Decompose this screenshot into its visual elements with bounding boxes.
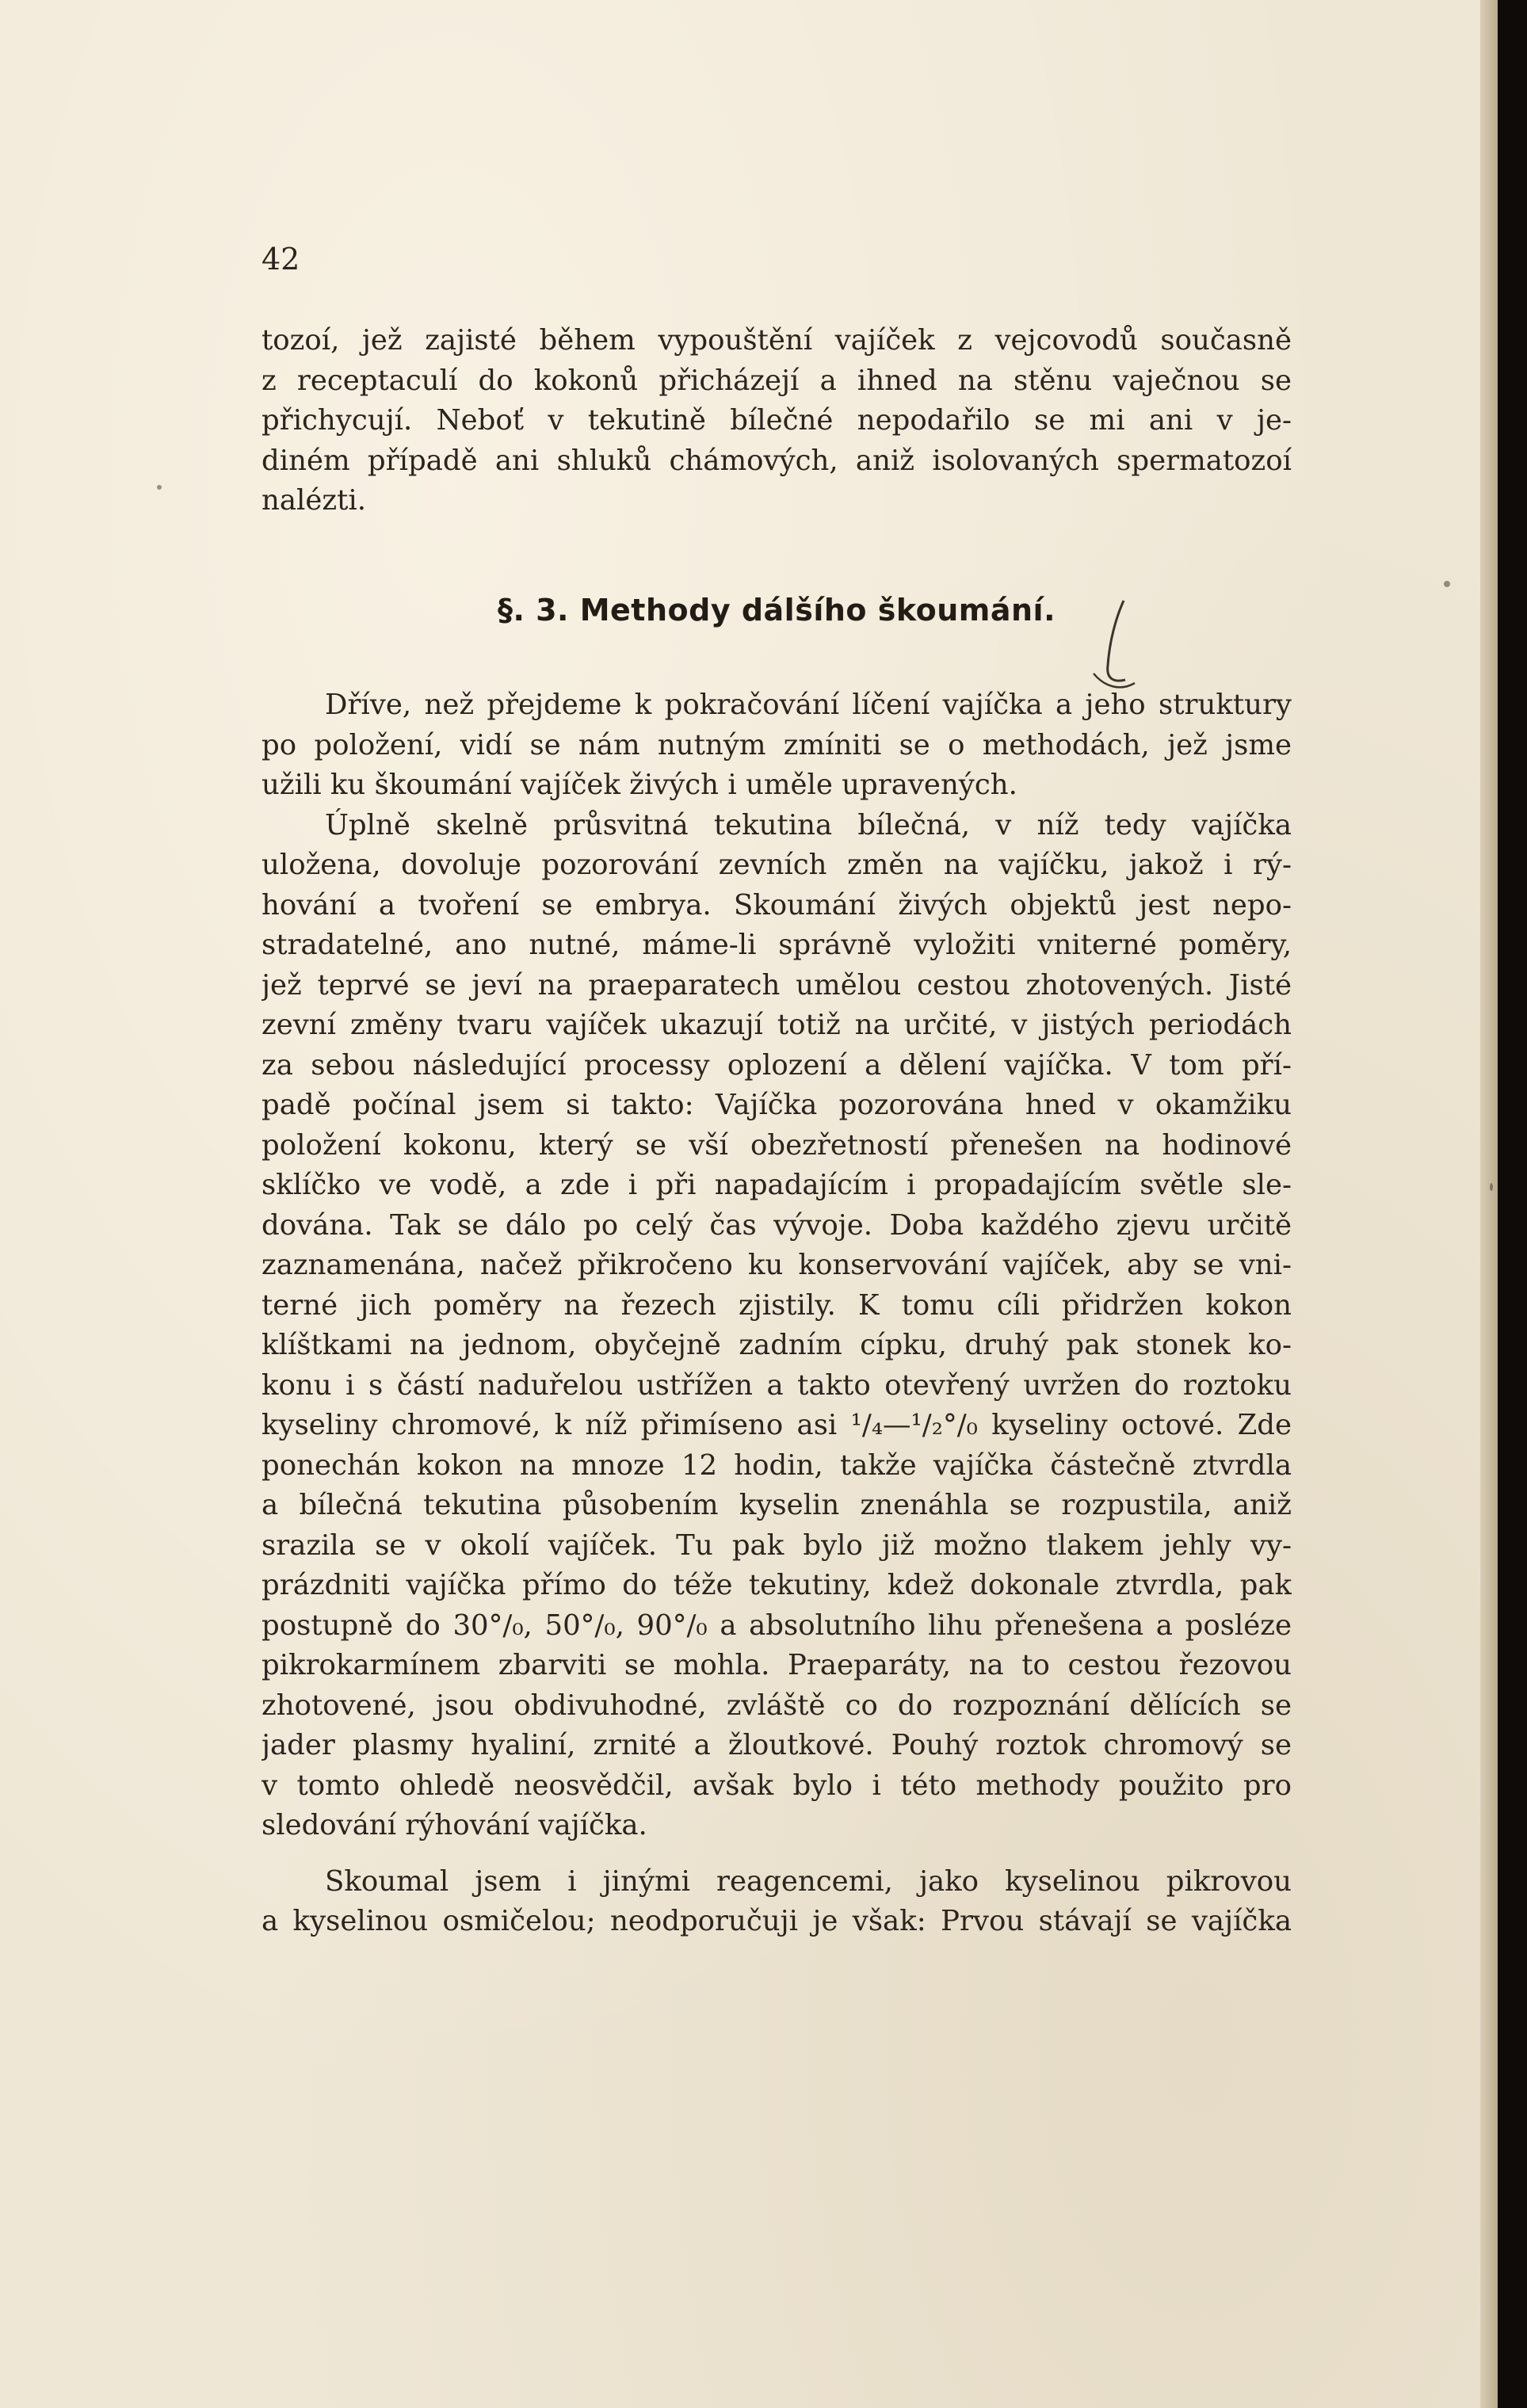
text-line: Úplně skelně průsvitná tekutina bílečná, v níž tedy vajíčka — [325, 808, 1292, 841]
text-line: prázdniti vajíčka přímo do téže tekutiny, kdež dokonale ztvrdla, pak — [261, 1569, 1292, 1601]
scan-speck — [1490, 1183, 1493, 1191]
text-line: a kyselinou osmičelou; neodporučuji je však: Prvou stávají se vajíčka — [261, 1905, 1292, 1937]
text-line: terné jich poměry na řezech zjistily. K tomu cíli přidržen kokon — [261, 1288, 1292, 1322]
scan-speck — [1444, 581, 1450, 587]
text-line: padě počínal jsem si takto: Vajíčka pozorována hned v okamžiku — [261, 1089, 1292, 1121]
text-line: zevní změny tvaru vajíček ukazují totiž na určité, v jistých periodách — [261, 1009, 1292, 1041]
text-line: kyseliny chromové, k níž přimíseno asi ¹/₄—¹/₂°/₀ kyseliny octové. Zde — [261, 1409, 1292, 1441]
text-line: v tomto ohledě neosvědčil, avšak bylo i této methody použito pro — [261, 1769, 1292, 1802]
section-heading: §. 3. Methody dálšího škoumání. — [497, 593, 1056, 628]
text-line: jež teprvé se jeví na praeparatech umělou cestou zhotovených. Jisté — [261, 968, 1292, 1002]
text-line: Dříve, než přejdeme k pokračování líčení vajíčka a jeho struktury — [325, 689, 1292, 721]
text-line: konu i s částí naduřelou ustřížen a takto otevřený uvržen do roztoku — [261, 1368, 1292, 1402]
paragraph-3 — [261, 806, 1292, 1846]
text-line: diném případě ani shluků chámových, aniž isolovaných spermatozoí — [261, 444, 1292, 477]
text-line: Skoumal jsem i jinými reagencemi, jako kyselinou pikrovou — [325, 1864, 1292, 1898]
text-line: zaznamenána, načež přikročeno ku konservování vajíček, aby se vni- — [261, 1249, 1292, 1281]
scan-border — [1498, 0, 1527, 2408]
text-line: užili ku škoumání vajíček živých i uměle upravených. — [261, 769, 1017, 801]
text-line: pikrokarmínem zbarviti se mohla. Praeparáty, na to cestou řezovou — [261, 1649, 1292, 1681]
text-line: hování a tvoření se embrya. Skoumání živých objektů jest nepo- — [261, 888, 1292, 922]
text-line: za sebou následující processy oplození a dělení vajíčka. V tom pří- — [261, 1048, 1292, 1082]
text-line: položení kokonu, který se vší obezřetností přenešen na hodinové — [261, 1128, 1292, 1162]
text-line: tozoí, jež zajisté během vypouštění vajíček z vejcovodů současně — [261, 324, 1292, 357]
text-line: jader plasmy hyaliní, zrnité a žloutkové. Pouhý roztok chromový se — [261, 1729, 1292, 1761]
pencil-annotation-icon — [1086, 594, 1149, 697]
page-edge — [1480, 0, 1498, 2408]
scan-speck — [157, 485, 162, 490]
text-line: srazila se v okolí vajíček. Tu pak bylo již možno tlakem jehly vy- — [261, 1528, 1292, 1562]
text-line: klíštkami na jednom, obyčejně zadním cípku, druhý pak stonek ko- — [261, 1329, 1292, 1361]
paragraph-1 — [261, 321, 1292, 521]
text-line: přichycují. Neboť v tekutině bílečné nepodařilo se mi ani v je- — [261, 404, 1292, 437]
text-line: stradatelné, ano nutné, máme-li správně vyložiti vniterné poměry, — [261, 929, 1292, 961]
paragraph-2 — [261, 685, 1292, 1942]
text-line: sledování rýhování vajíčka. — [261, 1809, 647, 1841]
text-line: dována. Tak se dálo po celý čas vývoje. Doba každého zjevu určitě — [261, 1208, 1292, 1242]
page-number: 42 — [261, 242, 300, 277]
text-line: uložena, dovoluje pozorování zevních změn na vajíčku, jakož i rý- — [261, 849, 1292, 881]
text-line: postupně do 30°/₀, 50°/₀, 90°/₀ a absolutního lihu přenešena a posléze — [261, 1609, 1292, 1642]
paragraph-4 — [261, 1862, 1292, 1942]
text-line: ponechán kokon na mnoze 12 hodin, takže vajíčka částečně ztvrdla — [261, 1448, 1292, 1482]
text-line: po položení, vidí se nám nutným zmíniti se o methodách, jež jsme — [261, 728, 1292, 761]
text-line: nalézti. — [261, 484, 366, 517]
text-line: zhotovené, jsou obdivuhodné, zvláště co do rozpoznání dělících se — [261, 1689, 1292, 1722]
text-line: a bílečná tekutina působením kyselin znenáhla se rozpustila, aniž — [261, 1489, 1292, 1521]
text-line: sklíčko ve vodě, a zde i při napadajícím i propadajícím světle sle- — [261, 1169, 1292, 1201]
text-block — [261, 321, 1292, 1937]
text-line: z receptaculí do kokonů přicházejí a ihned na stěnu vaječnou se — [261, 364, 1292, 397]
